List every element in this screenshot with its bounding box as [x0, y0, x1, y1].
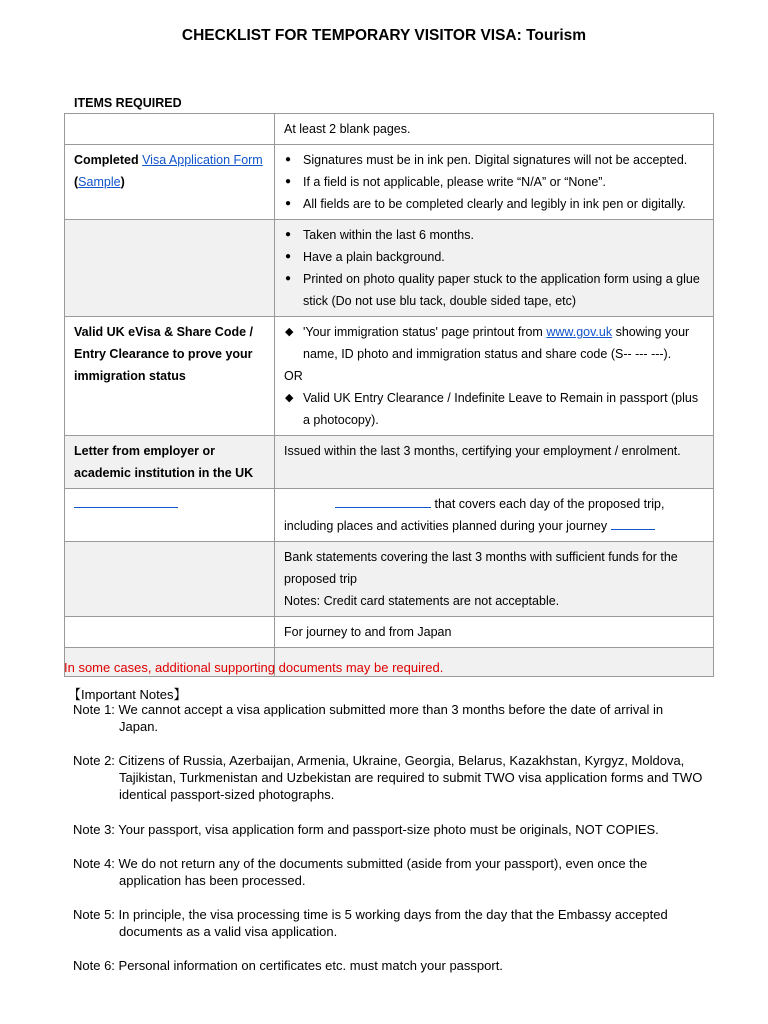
item-cell [65, 145, 275, 220]
details-cell [275, 220, 714, 317]
additional-documents-warning: In some cases, additional supporting documents may be required. [64, 660, 444, 675]
item-cell [65, 220, 275, 317]
list-item: ● If a field is not applicable, please write “N/A” or “None”. [284, 171, 705, 193]
bullet-text: 'Your immigration status' page printout from [303, 325, 547, 339]
details-cell: Issued within the last 3 months, certifying your employment / enrolment. [275, 436, 714, 489]
itinerary-line-1 [284, 493, 705, 515]
table-row-passport [65, 114, 714, 145]
note-first-line: Note 5: In principle, the visa processing time is 5 working days from the day that the Embassy accepted [73, 907, 668, 922]
gov-uk-link[interactable]: www.gov.uk [546, 325, 613, 339]
item-cell: Valid UK eVisa & Share Code / Entry Clearance to prove your immigration status [65, 317, 275, 436]
note-first-line: Note 2: Citizens of Russia, Azerbaijan, Armenia, Ukraine, Georgia, Belarus, Kazakhstan, Kyrgyz, Moldova, [73, 753, 685, 768]
important-notes-heading: 【Important Notes】 [68, 687, 187, 702]
table-row-employer-letter [65, 436, 714, 489]
bullet-text: showing your name, ID photo and immigration status and share code (S-- --- ---). [303, 325, 690, 361]
checklist-table [64, 113, 714, 677]
table-row-application-form [65, 145, 714, 220]
note-3 [73, 821, 713, 838]
items-required-heading: ITEMS REQUIRED [74, 96, 182, 110]
item-cell [65, 617, 275, 648]
list-item: ● Signatures must be in ink pen. Digital signatures will not be accepted. [284, 149, 705, 171]
note-4 [73, 855, 713, 889]
note-first-line: Note 3: Your passport, visa application form and passport-size photo must be originals, NOT COPIES. [73, 822, 659, 837]
bank-text: Bank statements covering the last 3 months with sufficient funds for the proposed trip [284, 550, 678, 586]
details-cell: For journey to and from Japan [275, 617, 714, 648]
note-6 [73, 957, 713, 974]
itinerary-text: that covers each day of the proposed trip, [431, 497, 665, 511]
itinerary-title-blank[interactable] [335, 494, 431, 508]
details-cell [275, 489, 714, 542]
page-title: CHECKLIST FOR TEMPORARY VISITOR VISA: Tourism [181, 27, 587, 44]
list-item: ● Printed on photo quality paper stuck to the application form using a glue stick (Do not use blu tack, double sided tape, etc) [284, 268, 705, 312]
bullet-list [284, 321, 705, 365]
details-cell [275, 145, 714, 220]
details-cell: At least 2 blank pages. [275, 114, 714, 145]
itinerary-link-blank[interactable] [74, 494, 178, 508]
note-2 [73, 752, 713, 803]
note-continuation: Japan. [119, 719, 159, 734]
sample-link[interactable]: Sample [78, 175, 121, 189]
note-first-line: Note 1: We cannot accept a visa application submitted more than 3 months before the date of arrival in [73, 702, 664, 717]
table-row-flight [65, 617, 714, 648]
or-separator: OR [284, 369, 303, 383]
note-continuation: Tajikistan, Turkmenistan and Uzbekistan are required to submit TWO visa application forms and TWO identical passport-sized photographs. [119, 770, 703, 802]
item-prefix: Completed [74, 153, 143, 167]
list-item: ● Have a plain background. [284, 246, 705, 268]
table-row-evisa [65, 317, 714, 436]
bullet-list [284, 224, 705, 312]
item-cell: Letter from employer or academic institution in the UK [65, 436, 275, 489]
table-row-itinerary [65, 489, 714, 542]
item-cell [65, 542, 275, 617]
note-continuation: documents as a valid visa application. [119, 924, 338, 939]
visa-application-form-link[interactable]: Visa Application Form [142, 153, 263, 167]
bullet-list [284, 387, 705, 431]
itinerary-sample-blank[interactable] [611, 516, 655, 530]
bank-note: Notes: Credit card statements are not acceptable. [284, 594, 560, 608]
list-item: ◆ Valid UK Entry Clearance / Indefinite Leave to Remain in passport (plus a photocopy). [284, 387, 705, 431]
note-continuation: application has been processed. [119, 873, 306, 888]
list-item: ● Taken within the last 6 months. [284, 224, 705, 246]
table-row-photo [65, 220, 714, 317]
table-row-bank-statements [65, 542, 714, 617]
itinerary-line-2 [284, 515, 705, 537]
paren-close: ) [120, 175, 125, 189]
paren-open: ( [74, 175, 79, 189]
itinerary-text: including places and activities planned during your journey [284, 519, 611, 533]
item-cell [65, 489, 275, 542]
details-cell [275, 542, 714, 617]
note-first-line: Note 4: We do not return any of the documents submitted (aside from your passport), even once the [73, 856, 648, 871]
bullet-list [284, 149, 705, 215]
list-item [284, 321, 705, 365]
details-cell [275, 317, 714, 436]
note-first-line: Note 6: Personal information on certificates etc. must match your passport. [73, 958, 503, 973]
list-item: ● All fields are to be completed clearly and legibly in ink pen or digitally. [284, 193, 705, 215]
note-5 [73, 906, 713, 940]
note-1 [73, 701, 713, 735]
item-cell [65, 114, 275, 145]
